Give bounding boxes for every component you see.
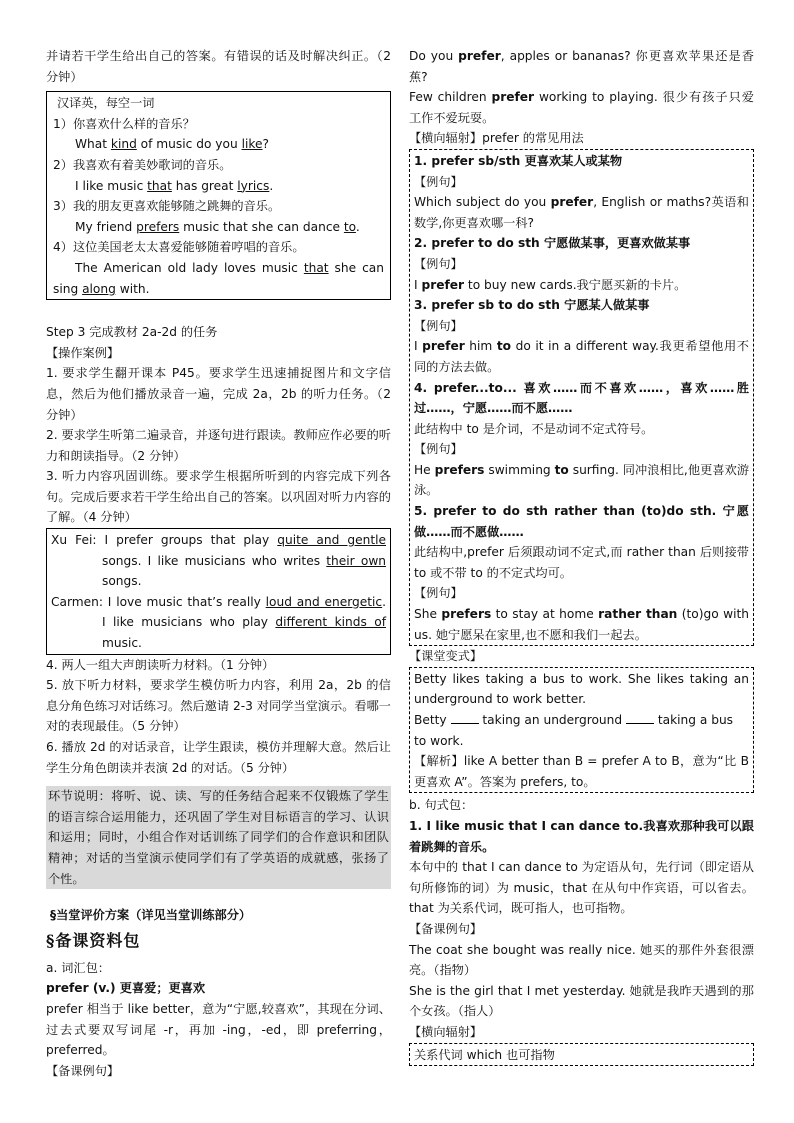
usage-4-example: He prefers swimming to surfing. 同冲浪相比,他更喜欢游泳。	[414, 462, 750, 498]
sentence-radiation-heading: 【横向辐射】	[409, 1024, 483, 1039]
exercise-item-4: 4）这位美国老太太喜爱能够随着哼唱的音乐。 The American old lady loves music that she can sing along with.	[53, 240, 384, 296]
sentence-example-title: 【备课例句】	[409, 921, 483, 936]
usage-5-eg: 【例句】	[414, 586, 463, 601]
resource-pack-heading: §备课资料包	[46, 930, 141, 950]
step-item-5: 5. 放下听力材料，要求学生模仿听力内容，利用 2a，2b 的信息分角色练习对话练习。然后邀请 2-3 对同学当堂演示。看哪一对的表现最佳。（5 分钟）	[46, 678, 391, 734]
case-title: 【操作案例】	[46, 345, 120, 360]
section-note: 环节说明：将听、说、读、写的任务结合起来不仅锻炼了学生的语言综合运用能力，还巩固了学生对目标语言的学习、认识和运用；同时，小组合作对话训练了同学们的合作意识和团队精神；对话的当堂演示使同学们有了学英语的成就感，张扬了个性。	[46, 786, 391, 889]
step3-heading: Step 3 完成教材 2a-2d 的任务	[46, 325, 218, 340]
usage-2-eg: 【例句】	[414, 256, 463, 271]
step-item-3: 3. 听力内容巩固训练。要求学生根据所听到的内容完成下列各句。完成后要求若干学生给出自己的答案。以巩固对听力内容的了解。（4 分钟）	[46, 469, 391, 525]
blank-1[interactable]	[451, 711, 479, 724]
evaluation-heading: §当堂评价方案（详见当堂训练部分）	[50, 908, 252, 923]
usage-5-example: She prefers to stay at home rather than (to)go with us. 她宁愿呆在家里,也不愿和我们一起去。	[414, 607, 749, 642]
variant-box	[409, 667, 754, 794]
usage-3-example: I prefer him to do it in a different way.我更希望他用不同的方法去做。	[414, 339, 749, 374]
exercise-title: 汉译英，每空一词	[57, 96, 155, 111]
sentence-description: 本句中的 that I can dance to 为定语从句，先行词（即定语从句所修饰的词）为 music，that 在从句中作宾语，可以省去。that 为关系代词，既可指人，也可指物。	[409, 860, 754, 916]
translation-exercise-box	[46, 91, 391, 300]
sentence-heading: 1. I like music that I can dance to.我喜欢那种我可以跟着跳舞的音乐。	[409, 818, 754, 854]
sentence-pack-heading: b. 句式包：	[409, 798, 474, 813]
exercise-item-1: 1）你喜欢什么样的音乐？ What kind of music do you like?	[53, 116, 269, 152]
usage-2-heading: 2. prefer to do sth 宁愿做某事，更喜欢做某事	[414, 236, 691, 251]
which-note-box: 关系代词 which 也可指物	[409, 1043, 754, 1067]
step-item-2: 2. 要求学生听第二遍录音，并逐句进行跟读。教师应作必要的听力和朗读指导。（2 分钟）	[46, 428, 391, 463]
variant-heading: 【课堂变式】	[409, 649, 483, 664]
usage-1-eg: 【例句】	[414, 174, 463, 189]
sentence-example-2: She is the girl that I met yesterday. 她就是我昨天遇到的那个女孩。（指人）	[409, 983, 754, 1019]
exercise-item-2: 2）我喜欢有着美妙歌词的音乐。 I like music that has great lyrics.	[53, 157, 274, 193]
exercise-item-3: 3）我的朋友更喜欢能够随之跳舞的音乐。 My friend prefers music that she can dance to.	[53, 199, 360, 234]
xu-fei-line: Xu Fei: I prefer groups that play quite and gentle songs. I like musicians who writes their own songs.	[51, 533, 387, 589]
vocab-heading: a. 词汇包：	[46, 960, 110, 975]
prefer-heading: prefer (v.) 更喜爱；更喜欢	[46, 981, 206, 996]
usage-3-heading: 3. prefer sb to do sth 宁愿某人做某事	[414, 298, 650, 313]
usage-4-note: 此结构中 to 是介词，不是动词不定式符号。	[414, 421, 654, 436]
usage-5-note: 此结构中,prefer 后须跟动词不定式,而 rather than 后则接带 to 或不带 to 的不定式均可。	[414, 545, 749, 580]
usage-3-eg: 【例句】	[414, 318, 463, 333]
right-column	[409, 46, 754, 1066]
variant-sentence-2: Betty taking an underground taking a bus to work.	[414, 713, 734, 748]
example-title: 【备课例句】	[46, 1063, 120, 1078]
step-item-6: 6. 播放 2d 的对话录音，让学生跟读，模仿并理解大意。然后让学生分角色朗读并表演 2d 的对话。（5 分钟）	[46, 740, 391, 775]
variant-sentence-1: Betty likes taking a bus to work. She likes taking an underground to work better.	[414, 671, 749, 707]
step-item-4: 4. 两人一组大声朗读听力材料。（1 分钟）	[46, 657, 275, 672]
usage-1-example: Which subject do you prefer, English or maths?英语和数学,你更喜欢哪一科?	[414, 195, 749, 230]
carmen-line: Carmen: I love music that’s really loud and energetic. I like musicians who play different kinds of music.	[51, 594, 387, 651]
usage-2-example: I prefer to buy new cards.我宁愿买新的卡片。	[414, 277, 687, 292]
left-column	[46, 46, 391, 1081]
usage-5-heading: 5. prefer to do sth rather than (to)do sth. 宁愿做……而不愿做……	[414, 504, 749, 539]
step-item-1: 1. 要求学生翻开课本 P45。要求学生迅速捕捉图片和文字信息，然后为他们播放录音一遍，完成 2a，2b 的听力任务。（2 分钟）	[46, 366, 391, 422]
listening-box	[46, 528, 391, 655]
usage-1-heading: 1. prefer sb/sth 更喜欢某人或某物	[414, 153, 623, 168]
example-sentence-1: Do you prefer, apples or bananas? 你更喜欢苹果还是香蕉?	[409, 49, 754, 84]
prefer-usage-box	[409, 149, 754, 646]
radiation-heading: 【横向辐射】prefer 的常见用法	[409, 131, 584, 146]
usage-4-eg: 【例句】	[414, 442, 463, 457]
intro-text: 并请若干学生给出自己的答案。有错误的话及时解决纠正。（2 分钟）	[46, 49, 391, 84]
example-sentence-2: Few children prefer working to playing. 很少有孩子只爱工作不爱玩耍。	[409, 90, 754, 125]
prefer-description: prefer 相当于 like better，意为“宁愿,较喜欢”，其现在分词、过去式要双写词尾 -r，再加 -ing，-ed，即 preferring，preferred。	[46, 1001, 391, 1058]
sentence-example-1: The coat she bought was really nice. 她买的那件外套很漂亮。（指物）	[409, 942, 754, 978]
blank-2[interactable]	[626, 711, 654, 724]
usage-4-heading: 4. prefer...to... 喜欢……而不喜欢……，喜欢……胜过……，宁愿……而不愿……	[414, 380, 749, 416]
variant-analysis: 【解析】like A better than B = prefer A to B，意为“比 B 更喜欢 A”。答案为 prefers, to。	[414, 754, 749, 789]
